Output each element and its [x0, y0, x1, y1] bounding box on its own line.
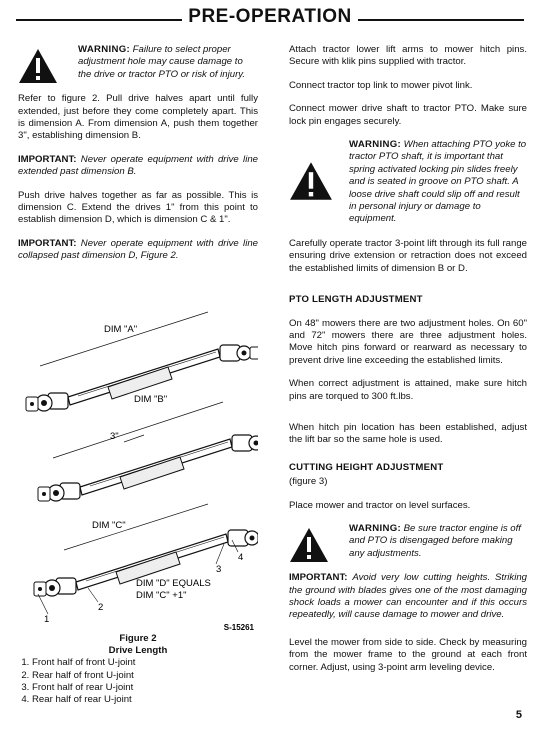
figure-caption [18, 633, 258, 706]
warning-block-3 [289, 523, 527, 560]
warning-icon [289, 161, 333, 201]
dimension-line-a [40, 312, 208, 366]
paragraph: Refer to figure 2. Pull drive halves apart until fully extended, just before they come completely apart. This is dimension A. From dimension A, push them together 3", establishing dimension B. [18, 93, 258, 142]
list-item: 1. Front half of front U-joint [32, 657, 258, 669]
warning-text: Be sure tractor engine is off and PTO is disengaged before making any adjustments. [349, 522, 521, 559]
paragraph: Place mower and tractor on level surfaces. [289, 499, 471, 511]
dim-a-label: DIM "A" [104, 324, 138, 335]
warning-block-2 [289, 139, 527, 226]
list-item: 4. Rear half of rear U-joint [32, 694, 258, 706]
left-column [18, 44, 258, 274]
right-column [289, 44, 527, 685]
list-item: 2. Rear half of front U-joint [32, 670, 258, 682]
figure-title: Figure 2 [119, 633, 157, 644]
paragraph: When hitch pin location has been established, adjust the lift bar so the same hole is used. [289, 421, 527, 446]
paragraph: Carefully operate tractor 3-point lift through its full range ensuring drive extension or retraction does not exceed the established limits of dimension B or D. [289, 237, 527, 274]
paragraph: On 48" mowers there are two adjustment holes. On 60" and 72" mowers there are three adjustment holes. Move hitch pins forward or rearward as necessary to prevent drive line exceeding the established limits. [289, 317, 527, 366]
warning-icon [18, 48, 58, 84]
warning-text: When attaching PTO yoke to tractor PTO shaft, it is important that spring activated locking pin slides freely and is seated in groove on PTO shaft. A loose drive shaft could slip off and result in personal injury or damage to equipment. [349, 139, 527, 225]
dim-d-label-1: DIM "D" EQUALS [136, 578, 211, 589]
warning-label: WARNING: [349, 522, 401, 534]
section-heading-cutting-height: CUTTING HEIGHT ADJUSTMENT [289, 461, 444, 473]
figure-drive-length [18, 282, 258, 642]
paragraph: Push drive halves together as far as possible. This is dimension C. Extend the drives 1" from this point to establish dimension D, which is dimension C & 1". [18, 189, 258, 226]
paragraph: Connect tractor top link to mower pivot link. [289, 79, 473, 91]
callout-4: 4 [238, 552, 244, 563]
callout-3: 3 [216, 564, 222, 575]
warning-block-1 [18, 44, 258, 81]
warning-icon [289, 527, 329, 563]
paragraph: Connect mower drive shaft to tractor PTO. Make sure lock pin engages securely. [289, 103, 527, 127]
dim-b-label: DIM "B" [134, 394, 168, 405]
callout-2: 2 [98, 602, 104, 613]
important-note-2: IMPORTANT: Never operate equipment with drive line collapsed past dimension D, Figure 2. [18, 237, 258, 262]
dim-c-label: DIM "C" [92, 520, 126, 531]
paragraph: When correct adjustment is attained, make sure hitch pins are torqued to 300 ft.lbs. [289, 378, 527, 402]
figure-subtitle: Drive Length [108, 645, 168, 657]
page-header [16, 6, 524, 32]
warning-text: Failure to select proper adjustment hole may cause damage to the drive or tractor PTO or risk of injury. [78, 44, 246, 80]
warning-label: WARNING: [349, 139, 401, 151]
figure-code: S-15261 [223, 623, 254, 632]
paragraph: Attach tractor lower lift arms to mower hitch pins. Secure with klik pins supplied with tractor. [289, 44, 527, 68]
figure-legend-list [18, 657, 258, 706]
dimension-line-c [64, 504, 208, 550]
page-number: 5 [515, 709, 522, 721]
section-subheading: (figure 3) [289, 476, 328, 488]
important-note-1: IMPORTANT: Never operate equipment with drive line extended past dimension B. [18, 153, 258, 178]
list-item: 3. Front half of rear U-joint [32, 682, 258, 694]
section-heading-pto: PTO LENGTH ADJUSTMENT [289, 294, 423, 306]
callout-1: 1 [44, 614, 50, 625]
page-title: PRE-OPERATION [16, 6, 524, 28]
dim-d-label-2: DIM "C" +1" [136, 590, 187, 601]
drive-shaft-b [38, 435, 258, 501]
three-inch-label: 3" [110, 431, 119, 442]
paragraph: Level the mower from side to side. Check by measuring from the mower frame to the ground at each front corner. Adjust, using 3-point arm leveling device. [289, 636, 527, 673]
warning-label: WARNING: [78, 44, 130, 55]
important-note-3: IMPORTANT: Avoid very low cutting heights. Striking the ground with blades gives one of the most damaging shock loads a mower can encounter and if this occurs repeatedly, will cause damage to mower and drive. [289, 572, 527, 621]
